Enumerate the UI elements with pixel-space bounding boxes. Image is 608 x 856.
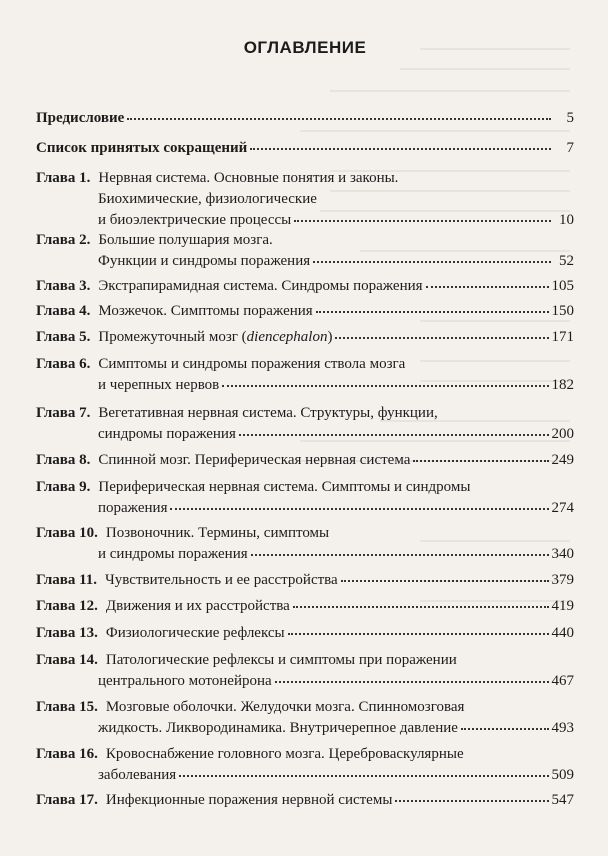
toc-page-number: 249 [551, 452, 574, 468]
chapter-label: Глава 4. [36, 303, 91, 319]
leader-dots [179, 774, 548, 777]
toc-entry-row [36, 403, 574, 423]
chapter-title-line: поражения [98, 500, 168, 516]
toc-entry-row [36, 301, 574, 321]
toc-page-number: 7 [566, 140, 574, 156]
toc-page-number: 547 [551, 792, 574, 808]
toc-entry-row [36, 210, 574, 230]
chapter-title-line: Биохимические, физиологические [98, 191, 317, 207]
toc-entry[interactable] [36, 276, 574, 296]
chapter-label: Глава 15. [36, 699, 98, 715]
toc-page-number: 440 [551, 625, 574, 641]
chapter-label: Глава 8. [36, 452, 91, 468]
toc-entry[interactable] [36, 477, 574, 518]
leader-dots [127, 117, 551, 120]
leader-dots [170, 507, 548, 510]
toc-entry-row [36, 375, 574, 395]
toc-entry-row [36, 718, 574, 738]
toc-entry-row [36, 450, 574, 470]
leader-dots [250, 147, 551, 150]
chapter-label: Глава 12. [36, 598, 98, 614]
chapter-label: Глава 11. [36, 572, 98, 588]
chapter-title-line: Движения и их расстройства [105, 598, 290, 614]
toc-entry[interactable] [36, 650, 574, 691]
leader-dots [294, 219, 551, 222]
leader-dots [413, 459, 548, 462]
chapter-title-line: Симптомы и синдромы поражения ствола мозга [98, 356, 406, 372]
chapter-title-line: Нервная система. Основные понятия и законы. [98, 170, 399, 186]
toc-entry[interactable] [36, 230, 574, 271]
chapter-label: Глава 2. [36, 232, 91, 248]
toc-entry-row [36, 354, 574, 374]
chapter-title-line: Мозговые оболочки. Желудочки мозга. Спинномозговая [105, 699, 465, 715]
chapter-title-line: Чувствительность и ее расстройства [105, 572, 338, 588]
toc-entry[interactable] [36, 697, 574, 738]
chapter-title-line: Патологические рефлексы и симптомы при поражении [105, 652, 457, 668]
chapter-label: Глава 1. [36, 170, 91, 186]
toc-entry-label: Предисловие [36, 110, 125, 126]
toc-entry[interactable] [36, 327, 574, 347]
chapter-title-line: Функции и синдромы поражения [98, 253, 311, 269]
toc-entry-row [36, 570, 574, 590]
leader-dots [293, 605, 549, 608]
leader-dots [288, 632, 549, 635]
chapter-title-line: и биоэлектрические процессы [98, 212, 292, 228]
leader-dots [395, 799, 548, 802]
toc-entry-row [36, 697, 574, 717]
toc-entry[interactable] [36, 790, 574, 810]
leader-dots [222, 384, 548, 387]
leader-dots [461, 727, 549, 730]
chapter-label: Глава 9. [36, 479, 91, 495]
toc-entry[interactable] [36, 570, 574, 590]
toc-page-number: 52 [559, 253, 574, 269]
toc-entry-row [36, 650, 574, 670]
chapter-title-line: Спинной мозг. Периферическая нервная система [98, 452, 411, 468]
toc-page-number: 340 [551, 546, 574, 562]
toc-entry[interactable] [36, 108, 574, 128]
chapter-title-line: жидкость. Ликвородинамика. Внутричерепное давление [98, 720, 458, 736]
chapter-label: Глава 13. [36, 625, 98, 641]
toc-entry[interactable] [36, 744, 574, 785]
leader-dots [275, 680, 549, 683]
toc-entry-row [36, 544, 574, 564]
toc-page-number: 10 [559, 212, 574, 228]
toc-entry-row [36, 108, 574, 128]
toc-entry[interactable] [36, 301, 574, 321]
chapter-title-line: Большие полушария мозга. [98, 232, 273, 248]
toc-page-number: 379 [551, 572, 574, 588]
toc-page-number: 467 [551, 673, 574, 689]
toc-entry-row [36, 765, 574, 785]
toc-entry-row [36, 138, 574, 158]
leader-dots [251, 553, 549, 556]
leader-dots [341, 579, 549, 582]
chapter-title-line: Физиологические рефлексы [105, 625, 285, 641]
toc-entry-row [36, 276, 574, 296]
toc-entry[interactable] [36, 523, 574, 564]
leader-dots [335, 336, 548, 339]
toc-page-number: 5 [566, 110, 574, 126]
toc-entry-row [36, 230, 574, 250]
toc-entry-row [36, 189, 574, 209]
toc-entry[interactable] [36, 403, 574, 444]
toc-page-number: 182 [551, 377, 574, 393]
toc-entry-row [36, 790, 574, 810]
toc-entry[interactable] [36, 354, 574, 395]
toc-entry-row [36, 744, 574, 764]
chapter-title-line: Промежуточный мозг (diencephalon) [98, 329, 333, 345]
toc-entry-row [36, 596, 574, 616]
chapter-title-line: Мозжечок. Симптомы поражения [98, 303, 313, 319]
chapter-title-line: Инфекционные поражения нервной системы [105, 792, 393, 808]
toc-entry-row [36, 671, 574, 691]
chapter-title-line: Вегетативная нервная система. Структуры, функции, [98, 405, 438, 421]
chapter-label: Глава 5. [36, 329, 91, 345]
toc-entry-row [36, 523, 574, 543]
toc-page-number: 150 [551, 303, 574, 319]
leader-dots [239, 433, 549, 436]
toc-page-number: 105 [551, 278, 574, 294]
chapter-title-line: Периферическая нервная система. Симптомы и синдромы [98, 479, 471, 495]
chapter-label: Глава 3. [36, 278, 91, 294]
toc-entry-row [36, 251, 574, 271]
chapter-label: Глава 14. [36, 652, 98, 668]
toc-entry[interactable] [36, 623, 574, 643]
toc-entry[interactable] [36, 596, 574, 616]
toc-page-number: 274 [551, 500, 574, 516]
toc-entry-row [36, 477, 574, 497]
chapter-title-line: и черепных нервов [98, 377, 220, 393]
chapter-title-line: центрального мотонейрона [98, 673, 272, 689]
chapter-label: Глава 17. [36, 792, 98, 808]
latin-term: diencephalon [246, 329, 328, 345]
toc-entry[interactable] [36, 138, 574, 158]
chapter-label: Глава 6. [36, 356, 91, 372]
toc-entry-label: Список принятых сокращений [36, 140, 248, 156]
chapter-label: Глава 16. [36, 746, 98, 762]
chapter-title-line: Позвоночник. Термины, симптомы [105, 525, 330, 541]
toc-entry[interactable] [36, 168, 574, 230]
toc-entry-row [36, 327, 574, 347]
toc-page-number: 509 [551, 767, 574, 783]
chapter-title-line: синдромы поражения [98, 426, 236, 442]
chapter-label: Глава 7. [36, 405, 91, 421]
chapter-title-line: Кровоснабжение головного мозга. Цереброваскулярные [105, 746, 464, 762]
toc-page-number: 493 [551, 720, 574, 736]
toc-page-number: 419 [551, 598, 574, 614]
chapter-title-line: заболевания [98, 767, 177, 783]
toc-page-number: 171 [551, 329, 574, 345]
toc-entry-row [36, 498, 574, 518]
chapter-title-line: Экстрапирамидная система. Синдромы поражения [98, 278, 423, 294]
toc-entry-row [36, 424, 574, 444]
leader-dots [313, 260, 551, 263]
toc-entry[interactable] [36, 450, 574, 470]
toc-entry-row [36, 168, 574, 188]
chapter-label: Глава 10. [36, 525, 98, 541]
chapter-title-line: и синдромы поражения [98, 546, 248, 562]
toc-entry-row [36, 623, 574, 643]
leader-dots [426, 285, 549, 288]
toc-page-number: 200 [551, 426, 574, 442]
page-title: ОГЛАВЛЕНИЕ [243, 38, 367, 57]
leader-dots [316, 310, 549, 313]
